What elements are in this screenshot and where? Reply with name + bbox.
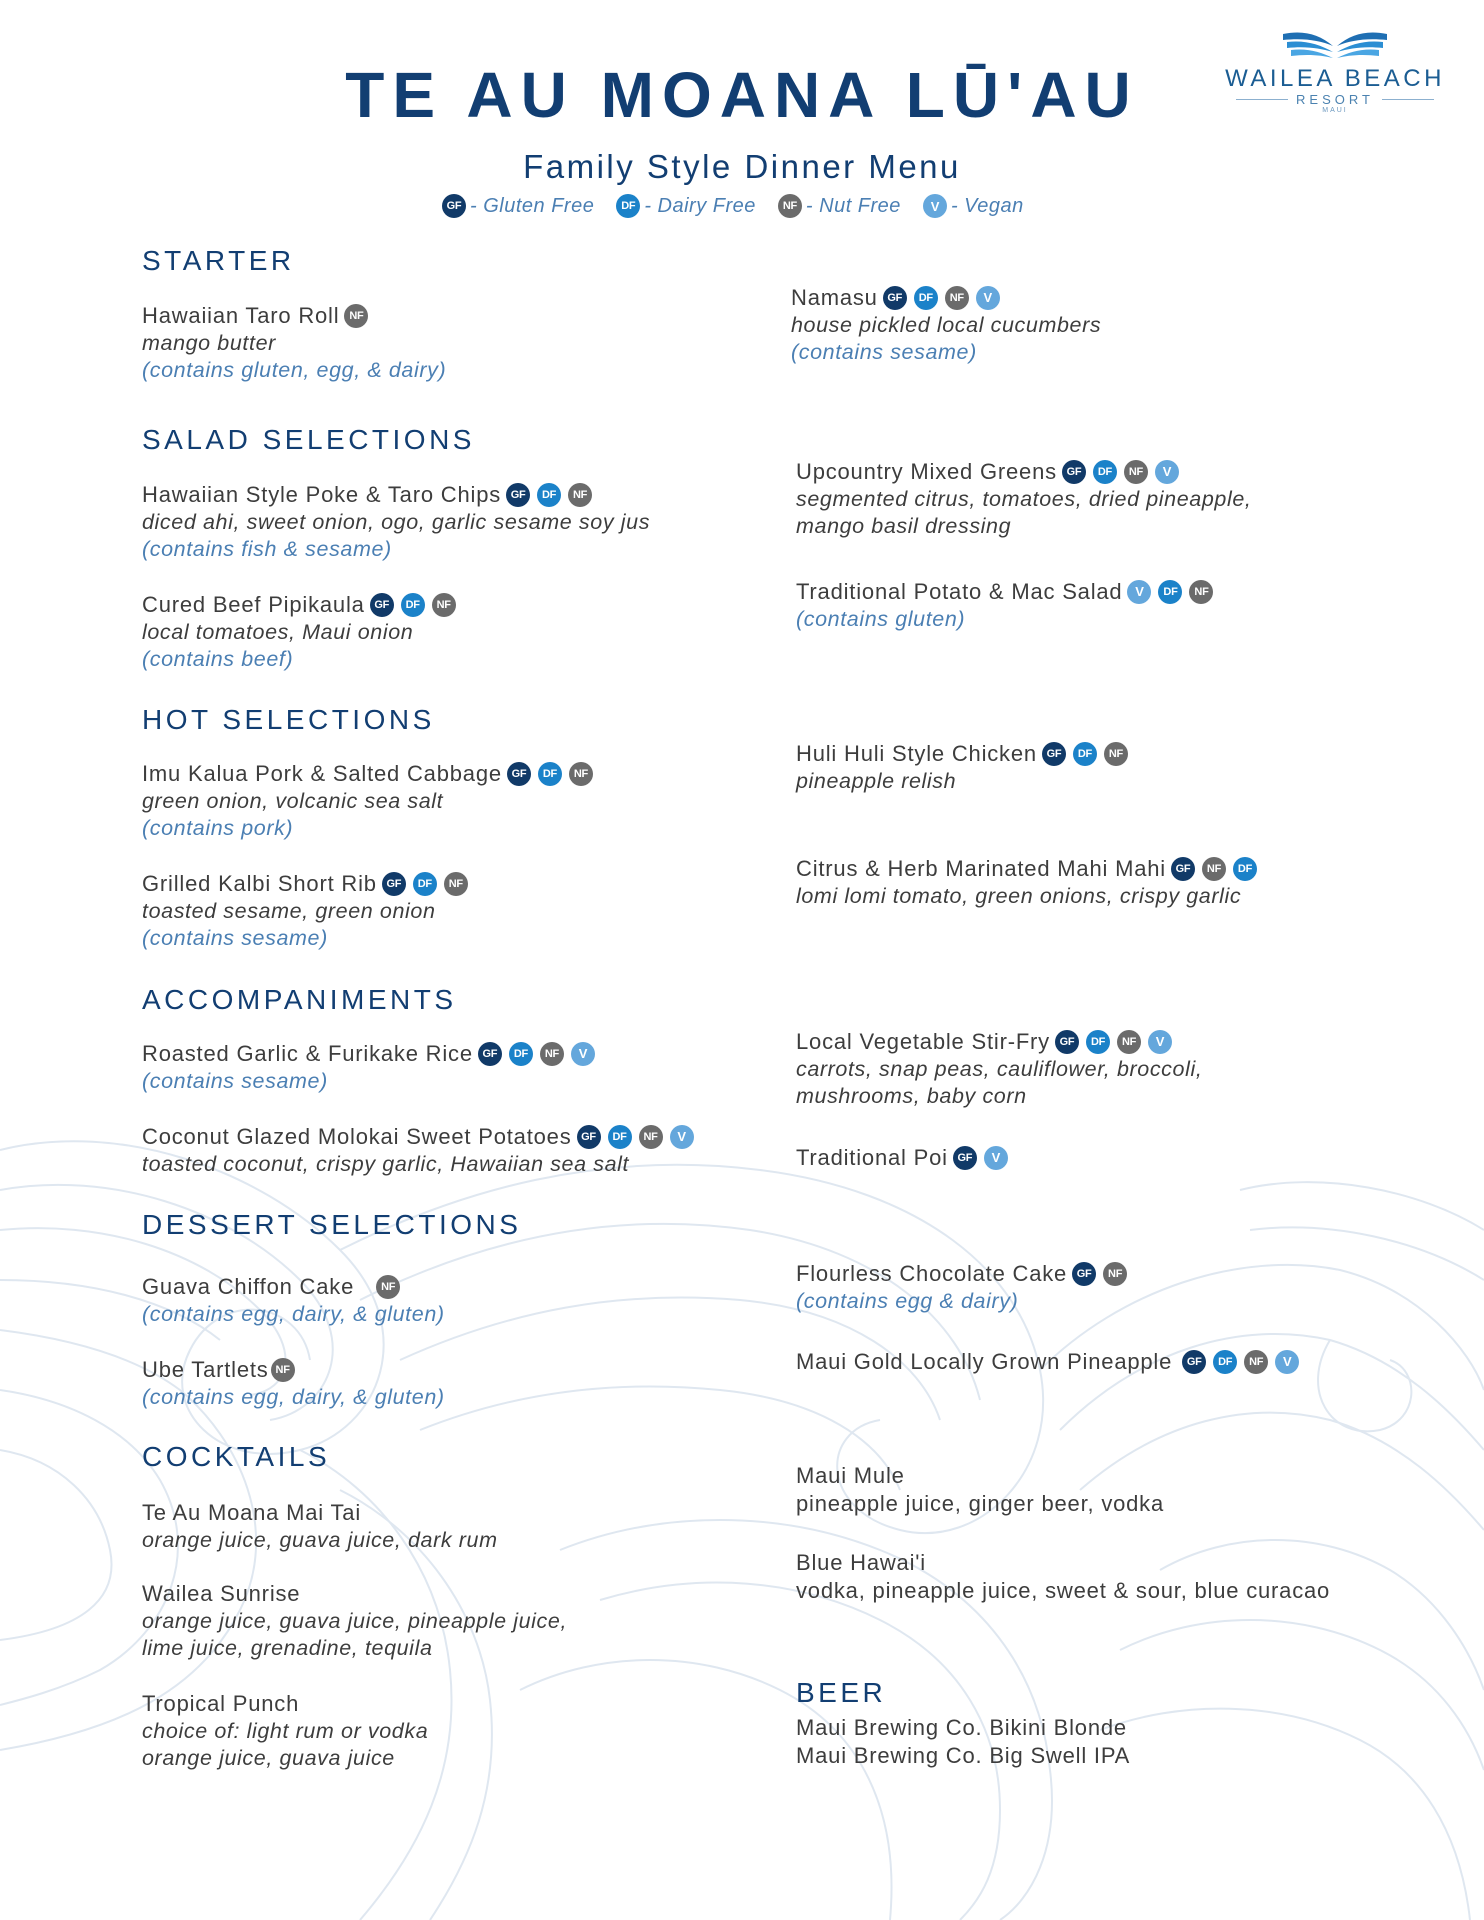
dairy-free-icon: DF <box>1158 580 1182 604</box>
item-name: Imu Kalua Pork & Salted Cabbage <box>142 761 502 786</box>
page-title: TE AU MOANA LŪ'AU <box>345 59 1139 131</box>
beer-item: Maui Brewing Co. Big Swell IPA <box>796 1743 1131 1768</box>
nut-free-icon: NF <box>376 1275 400 1299</box>
item-description: mango basil dressing <box>796 514 1012 538</box>
legend-vegan <box>923 194 1024 218</box>
section-accompaniments: ACCOMPANIMENTS <box>142 984 457 1015</box>
menu-item-taro-roll <box>142 302 446 384</box>
menu-item-sweet-potatoes <box>142 1123 701 1178</box>
dairy-free-icon: DF <box>413 872 437 896</box>
menu-item-chiffon-cake <box>142 1273 445 1328</box>
menu-item-pipikaula <box>142 591 463 673</box>
item-name: Guava Chiffon Cake <box>142 1274 355 1299</box>
section-starter: STARTER <box>142 245 295 276</box>
beer-item: Maui Brewing Co. Bikini Blonde <box>796 1715 1127 1740</box>
item-description: segmented citrus, tomatoes, dried pineapple, <box>796 487 1252 511</box>
dairy-free-icon: DF <box>1213 1350 1237 1374</box>
menu-item-blue-hawaii <box>796 1549 1330 1605</box>
item-description: green onion, volcanic sea salt <box>142 789 444 813</box>
gluten-free-icon: GF <box>1171 857 1195 881</box>
item-name: Tropical Punch <box>142 1691 300 1716</box>
menu-item-huli-chicken <box>796 740 1135 795</box>
vegan-icon: V <box>976 286 1000 310</box>
menu-item-greens <box>796 458 1251 540</box>
nut-free-icon: NF <box>1189 580 1213 604</box>
item-allergens: (contains gluten) <box>796 607 966 631</box>
item-name: Flourless Chocolate Cake <box>796 1261 1068 1286</box>
legend-label: - Nut Free <box>805 194 901 217</box>
legend-dairy-free <box>616 194 756 218</box>
logo-sub: RESORT <box>1296 92 1374 107</box>
legend-nut-free <box>778 194 901 218</box>
item-description: lomi lomi tomato, green onions, crispy garlic <box>796 884 1242 908</box>
item-name: Huli Huli Style Chicken <box>796 741 1037 766</box>
item-name: Citrus & Herb Marinated Mahi Mahi <box>796 856 1166 881</box>
vegan-icon: V <box>923 194 947 218</box>
menu-item-pineapple <box>796 1348 1306 1376</box>
gluten-free-icon: GF <box>1182 1350 1206 1374</box>
section-hot: HOT SELECTIONS <box>142 704 435 735</box>
menu-item-namasu <box>791 284 1101 366</box>
gluten-free-icon: GF <box>1055 1030 1079 1054</box>
vegan-icon: V <box>984 1146 1008 1170</box>
nut-free-icon: NF <box>945 286 969 310</box>
nut-free-icon: NF <box>569 762 593 786</box>
item-description: choice of: light rum or vodka <box>142 1719 429 1743</box>
gluten-free-icon: GF <box>382 872 406 896</box>
menu-item-poi <box>796 1144 1015 1172</box>
section-cocktails: COCKTAILS <box>142 1441 331 1472</box>
item-name: Maui Mule <box>796 1463 905 1488</box>
dairy-free-icon: DF <box>914 286 938 310</box>
nut-free-icon: NF <box>1103 1262 1127 1286</box>
item-allergens: (contains fish & sesame) <box>142 537 392 561</box>
dairy-free-icon: DF <box>401 593 425 617</box>
menu-item-wailea-sunrise <box>142 1580 567 1662</box>
item-name: Ube Tartlets <box>142 1357 269 1382</box>
dairy-free-icon: DF <box>1073 742 1097 766</box>
menu-item-kalua-pork <box>142 760 600 842</box>
gluten-free-icon: GF <box>506 483 530 507</box>
nut-free-icon: NF <box>344 304 368 328</box>
legend-gluten-free <box>442 194 594 218</box>
menu-item-maui-mule <box>796 1462 1164 1518</box>
item-allergens: (contains sesame) <box>142 1069 328 1093</box>
item-description: house pickled local cucumbers <box>791 313 1102 337</box>
menu-item-rice <box>142 1040 602 1095</box>
item-allergens: (contains sesame) <box>142 926 328 950</box>
nut-free-icon: NF <box>271 1358 295 1382</box>
item-allergens: (contains sesame) <box>791 340 977 364</box>
item-name: Grilled Kalbi Short Rib <box>142 871 377 896</box>
nut-free-icon: NF <box>1244 1350 1268 1374</box>
item-name: Local Vegetable Stir-Fry <box>796 1029 1050 1054</box>
dairy-free-icon: DF <box>1086 1030 1110 1054</box>
gluten-free-icon: GF <box>1072 1262 1096 1286</box>
item-name: Wailea Sunrise <box>142 1581 301 1606</box>
menu-item-tropical-punch <box>142 1690 428 1772</box>
gluten-free-icon: GF <box>883 286 907 310</box>
nut-free-icon: NF <box>432 593 456 617</box>
item-allergens: (contains egg, dairy, & gluten) <box>142 1385 445 1409</box>
vegan-icon: V <box>1275 1350 1299 1374</box>
gluten-free-icon: GF <box>478 1042 502 1066</box>
dairy-free-icon: DF <box>1093 460 1117 484</box>
nut-free-icon: NF <box>540 1042 564 1066</box>
legend-label: - Gluten Free <box>470 194 595 217</box>
item-name: Namasu <box>791 285 878 310</box>
legend-label: - Vegan <box>950 194 1024 217</box>
dietary-legend <box>442 194 1082 218</box>
gluten-free-icon: GF <box>507 762 531 786</box>
nut-free-icon: NF <box>1104 742 1128 766</box>
item-description: pineapple juice, ginger beer, vodka <box>796 1491 1165 1516</box>
menu-item-ube-tartlets <box>142 1356 445 1411</box>
item-allergens: (contains pork) <box>142 816 294 840</box>
item-description: pineapple relish <box>796 769 957 793</box>
gluten-free-icon: GF <box>442 194 466 218</box>
vegan-icon: V <box>1148 1030 1172 1054</box>
gluten-free-icon: GF <box>953 1146 977 1170</box>
item-allergens: (contains gluten, egg, & dairy) <box>142 358 447 382</box>
item-description: carrots, snap peas, cauliflower, broccoli, <box>796 1057 1203 1081</box>
item-description: vodka, pineapple juice, sweet & sour, blue curacao <box>796 1578 1331 1603</box>
nut-free-icon: NF <box>778 194 802 218</box>
nut-free-icon: NF <box>1202 857 1226 881</box>
section-salad: SALAD SELECTIONS <box>142 424 475 455</box>
vegan-icon: V <box>670 1125 694 1149</box>
item-name: Hawaiian Style Poke & Taro Chips <box>142 482 502 507</box>
dairy-free-icon: DF <box>616 194 640 218</box>
gluten-free-icon: GF <box>1062 460 1086 484</box>
item-description: mango butter <box>142 331 276 355</box>
dairy-free-icon: DF <box>538 762 562 786</box>
nut-free-icon: NF <box>444 872 468 896</box>
item-name: Roasted Garlic & Furikake Rice <box>142 1041 473 1066</box>
vegan-icon: V <box>1155 460 1179 484</box>
menu-item-stir-fry <box>796 1028 1202 1110</box>
item-name: Coconut Glazed Molokai Sweet Potatoes <box>142 1124 572 1149</box>
item-description: local tomatoes, Maui onion <box>142 620 414 644</box>
logo-name: WAILEA BEACH <box>1225 65 1445 92</box>
item-description: orange juice, guava juice, dark rum <box>142 1528 498 1552</box>
menu-item-chocolate-cake <box>796 1260 1134 1315</box>
item-description: toasted coconut, crispy garlic, Hawaiian sea salt <box>142 1152 630 1176</box>
nut-free-icon: NF <box>1117 1030 1141 1054</box>
item-description: orange juice, guava juice <box>142 1746 395 1770</box>
item-name: Hawaiian Taro Roll <box>142 303 340 328</box>
gluten-free-icon: GF <box>577 1125 601 1149</box>
nut-free-icon: NF <box>639 1125 663 1149</box>
menu-item-kalbi <box>142 870 475 952</box>
dairy-free-icon: DF <box>1233 857 1257 881</box>
dairy-free-icon: DF <box>537 483 561 507</box>
item-allergens: (contains beef) <box>142 647 294 671</box>
dairy-free-icon: DF <box>608 1125 632 1149</box>
gluten-free-icon: GF <box>370 593 394 617</box>
item-name: Traditional Poi <box>796 1145 948 1170</box>
section-beer: BEER <box>796 1677 887 1708</box>
item-allergens: (contains egg & dairy) <box>796 1289 1019 1313</box>
menu-item-poke <box>142 481 650 563</box>
item-name: Cured Beef Pipikaula <box>142 592 365 617</box>
item-allergens: (contains egg, dairy, & gluten) <box>142 1302 445 1326</box>
vegan-icon: V <box>1127 580 1151 604</box>
section-dessert: DESSERT SELECTIONS <box>142 1209 522 1240</box>
dairy-free-icon: DF <box>509 1042 533 1066</box>
item-name: Blue Hawai'i <box>796 1550 926 1575</box>
item-description: orange juice, guava juice, pineapple juice, <box>142 1609 568 1633</box>
item-name: Te Au Moana Mai Tai <box>142 1500 362 1525</box>
nut-free-icon: NF <box>1124 460 1148 484</box>
menu-item-mai-tai <box>142 1499 498 1554</box>
legend-label: - Dairy Free <box>644 194 756 217</box>
item-description: toasted sesame, green onion <box>142 899 436 923</box>
item-name: Maui Gold Locally Grown Pineapple <box>796 1349 1173 1374</box>
item-description: mushrooms, baby corn <box>796 1084 1027 1108</box>
page-subtitle: Family Style Dinner Menu <box>523 148 961 185</box>
item-description: diced ahi, sweet onion, ogo, garlic sesame soy jus <box>142 510 651 534</box>
gluten-free-icon: GF <box>1042 742 1066 766</box>
menu-item-mahi <box>796 855 1264 910</box>
logo-location: MAUI <box>1322 107 1348 114</box>
item-name: Upcountry Mixed Greens <box>796 459 1057 484</box>
nut-free-icon: NF <box>568 483 592 507</box>
menu-item-mac-salad <box>796 578 1220 633</box>
vegan-icon: V <box>571 1042 595 1066</box>
item-description: lime juice, grenadine, tequila <box>142 1636 433 1660</box>
item-name: Traditional Potato & Mac Salad <box>796 579 1123 604</box>
beer-list <box>796 1714 1130 1770</box>
